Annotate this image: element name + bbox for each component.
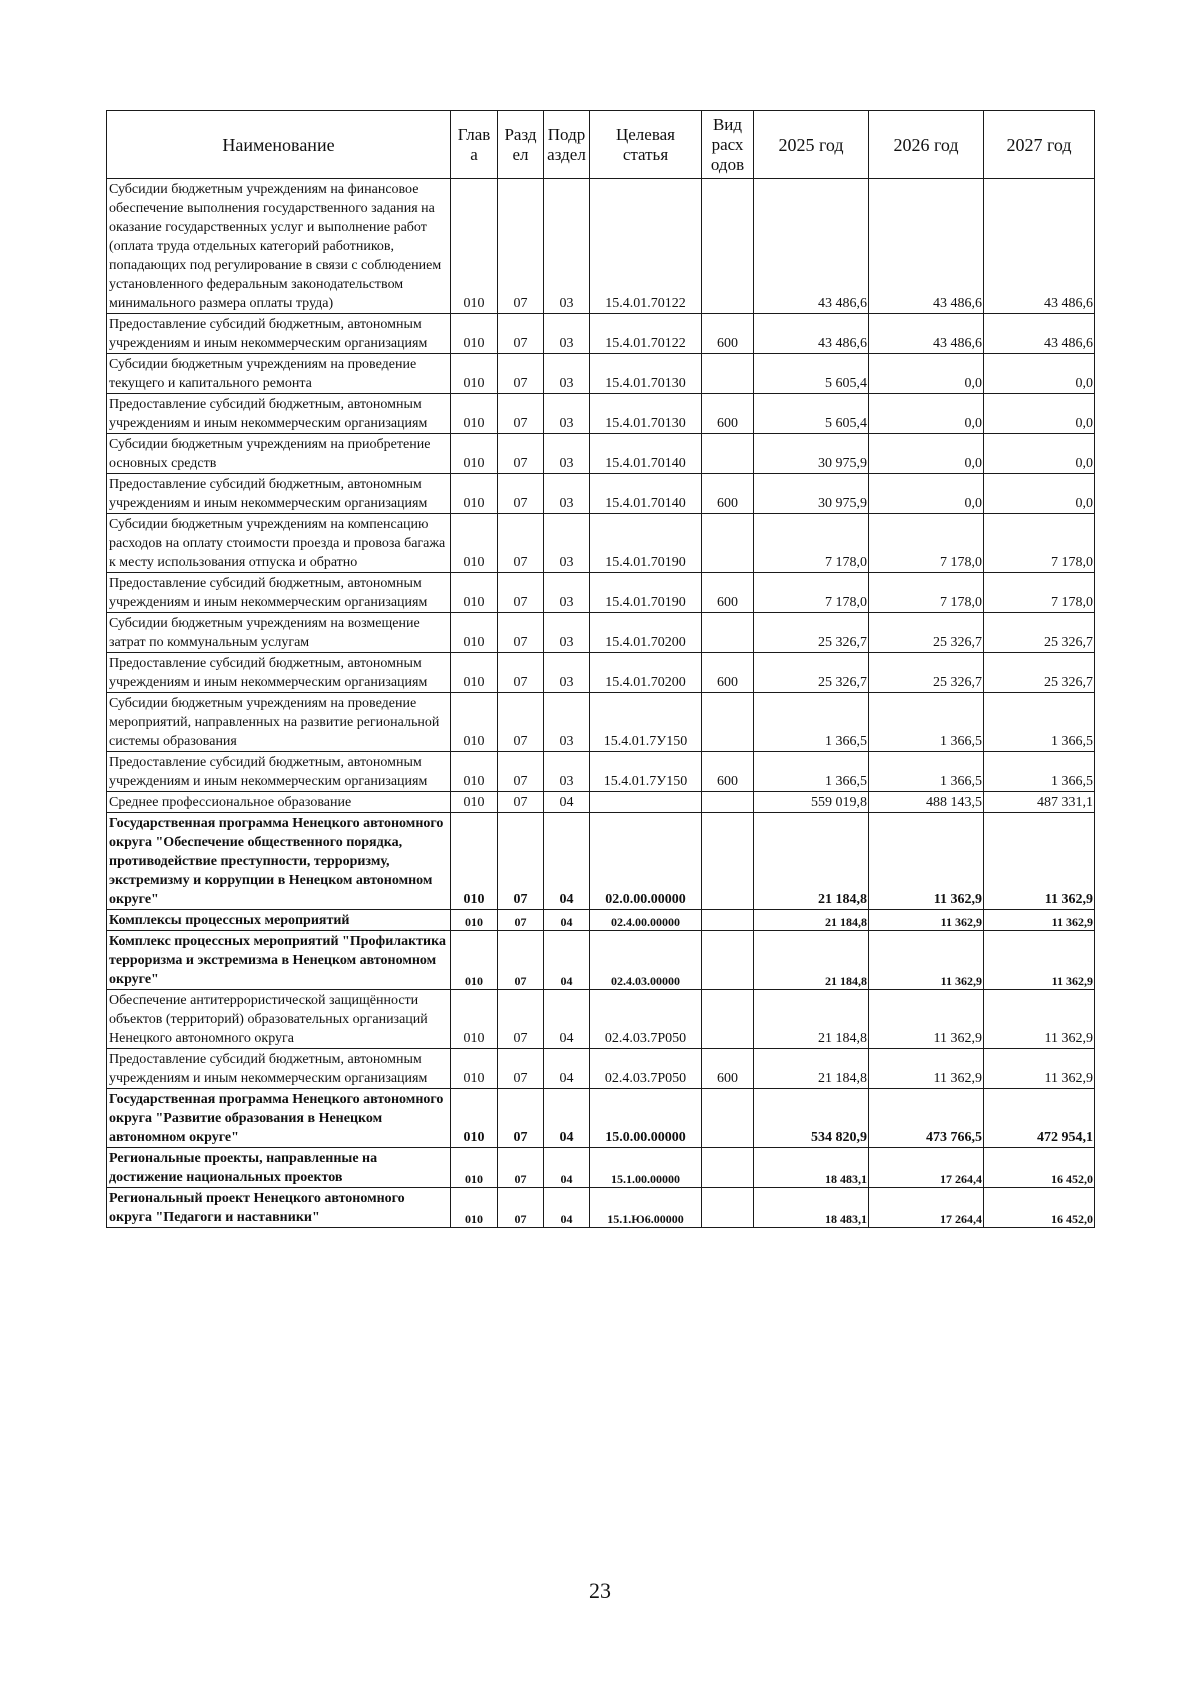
table-row bbox=[107, 931, 1095, 990]
cell-vid bbox=[702, 1148, 754, 1188]
cell-name: Предоставление субсидий бюджетным, автономным учреждениям и иным некоммерческим организациям bbox=[107, 752, 451, 792]
cell-name: Предоставление субсидий бюджетным, автономным учреждениям и иным некоммерческим организациям bbox=[107, 1049, 451, 1089]
cell-razdel: 07 bbox=[498, 752, 544, 792]
cell-vid: 600 bbox=[702, 573, 754, 613]
table-row bbox=[107, 573, 1095, 613]
cell-vid bbox=[702, 179, 754, 314]
cell-podrazdel: 04 bbox=[544, 1049, 590, 1089]
table-row bbox=[107, 752, 1095, 792]
cell-glava: 010 bbox=[451, 1148, 498, 1188]
header-razdel: Разд ел bbox=[498, 111, 544, 179]
cell-y2025: 1 366,5 bbox=[754, 752, 869, 792]
header-podrazdel: Подр аздел bbox=[544, 111, 590, 179]
cell-podrazdel: 04 bbox=[544, 1188, 590, 1228]
cell-razdel: 07 bbox=[498, 613, 544, 653]
cell-glava: 010 bbox=[451, 792, 498, 813]
cell-y2027: 43 486,6 bbox=[984, 314, 1095, 354]
cell-y2026: 11 362,9 bbox=[869, 1049, 984, 1089]
cell-y2027: 0,0 bbox=[984, 474, 1095, 514]
cell-name: Государственная программа Ненецкого автономного округа "Развитие образования в Ненецком автономном округе" bbox=[107, 1089, 451, 1148]
cell-y2027: 11 362,9 bbox=[984, 813, 1095, 910]
cell-podrazdel: 03 bbox=[544, 474, 590, 514]
cell-y2026: 11 362,9 bbox=[869, 813, 984, 910]
cell-y2027: 11 362,9 bbox=[984, 990, 1095, 1049]
cell-glava: 010 bbox=[451, 752, 498, 792]
cell-name: Предоставление субсидий бюджетным, автономным учреждениям и иным некоммерческим организациям bbox=[107, 653, 451, 693]
cell-y2026: 11 362,9 bbox=[869, 910, 984, 931]
cell-name: Субсидии бюджетным учреждениям на приобретение основных средств bbox=[107, 434, 451, 474]
table-row bbox=[107, 1148, 1095, 1188]
cell-vid bbox=[702, 813, 754, 910]
table-row bbox=[107, 514, 1095, 573]
cell-celevaya: 02.4.03.7Р050 bbox=[590, 990, 702, 1049]
cell-name: Комплексы процессных мероприятий bbox=[107, 910, 451, 931]
cell-y2027: 487 331,1 bbox=[984, 792, 1095, 813]
cell-name: Предоставление субсидий бюджетным, автономным учреждениям и иным некоммерческим организациям bbox=[107, 314, 451, 354]
cell-y2025: 25 326,7 bbox=[754, 653, 869, 693]
cell-vid: 600 bbox=[702, 474, 754, 514]
cell-celevaya: 15.4.01.70130 bbox=[590, 394, 702, 434]
cell-razdel: 07 bbox=[498, 653, 544, 693]
header-name: Наименование bbox=[107, 111, 451, 179]
cell-celevaya: 15.4.01.70200 bbox=[590, 653, 702, 693]
cell-razdel: 07 bbox=[498, 1148, 544, 1188]
cell-y2027: 16 452,0 bbox=[984, 1188, 1095, 1228]
cell-podrazdel: 03 bbox=[544, 752, 590, 792]
cell-celevaya: 02.4.03.00000 bbox=[590, 931, 702, 990]
cell-y2026: 17 264,4 bbox=[869, 1148, 984, 1188]
cell-y2027: 0,0 bbox=[984, 434, 1095, 474]
cell-celevaya: 15.0.00.00000 bbox=[590, 1089, 702, 1148]
table-row bbox=[107, 1089, 1095, 1148]
cell-glava: 010 bbox=[451, 394, 498, 434]
cell-y2026: 488 143,5 bbox=[869, 792, 984, 813]
table-row bbox=[107, 1188, 1095, 1228]
table-body bbox=[107, 179, 1095, 1228]
cell-podrazdel: 03 bbox=[544, 314, 590, 354]
table-row bbox=[107, 314, 1095, 354]
cell-glava: 010 bbox=[451, 931, 498, 990]
cell-celevaya: 02.4.03.7Р050 bbox=[590, 1049, 702, 1089]
cell-vid: 600 bbox=[702, 394, 754, 434]
table-row bbox=[107, 693, 1095, 752]
cell-podrazdel: 03 bbox=[544, 653, 590, 693]
cell-vid bbox=[702, 514, 754, 573]
cell-y2026: 17 264,4 bbox=[869, 1188, 984, 1228]
cell-vid: 600 bbox=[702, 653, 754, 693]
cell-name: Региональные проекты, направленные на достижение национальных проектов bbox=[107, 1148, 451, 1188]
cell-razdel: 07 bbox=[498, 354, 544, 394]
cell-y2025: 559 019,8 bbox=[754, 792, 869, 813]
cell-y2026: 1 366,5 bbox=[869, 752, 984, 792]
table-row bbox=[107, 434, 1095, 474]
cell-vid bbox=[702, 354, 754, 394]
cell-celevaya: 02.4.00.00000 bbox=[590, 910, 702, 931]
table-row bbox=[107, 394, 1095, 434]
table-row bbox=[107, 1049, 1095, 1089]
cell-vid bbox=[702, 613, 754, 653]
cell-razdel: 07 bbox=[498, 474, 544, 514]
cell-podrazdel: 03 bbox=[544, 573, 590, 613]
cell-celevaya: 15.4.01.70122 bbox=[590, 314, 702, 354]
cell-celevaya: 15.1.Ю6.00000 bbox=[590, 1188, 702, 1228]
cell-y2026: 0,0 bbox=[869, 394, 984, 434]
cell-podrazdel: 03 bbox=[544, 693, 590, 752]
cell-y2027: 472 954,1 bbox=[984, 1089, 1095, 1148]
cell-podrazdel: 03 bbox=[544, 514, 590, 573]
cell-y2025: 30 975,9 bbox=[754, 434, 869, 474]
cell-glava: 010 bbox=[451, 314, 498, 354]
cell-y2027: 25 326,7 bbox=[984, 613, 1095, 653]
cell-vid bbox=[702, 792, 754, 813]
cell-y2027: 11 362,9 bbox=[984, 1049, 1095, 1089]
cell-name: Субсидии бюджетным учреждениям на проведение текущего и капитального ремонта bbox=[107, 354, 451, 394]
table-row bbox=[107, 474, 1095, 514]
cell-vid bbox=[702, 434, 754, 474]
cell-y2026: 0,0 bbox=[869, 434, 984, 474]
cell-name: Предоставление субсидий бюджетным, автономным учреждениям и иным некоммерческим организациям bbox=[107, 474, 451, 514]
cell-y2026: 7 178,0 bbox=[869, 514, 984, 573]
cell-vid bbox=[702, 990, 754, 1049]
cell-razdel: 07 bbox=[498, 1049, 544, 1089]
table-row bbox=[107, 910, 1095, 931]
table-row bbox=[107, 653, 1095, 693]
cell-podrazdel: 04 bbox=[544, 910, 590, 931]
cell-podrazdel: 04 bbox=[544, 931, 590, 990]
cell-glava: 010 bbox=[451, 573, 498, 613]
cell-celevaya: 15.4.01.70140 bbox=[590, 434, 702, 474]
table-row bbox=[107, 613, 1095, 653]
cell-vid bbox=[702, 931, 754, 990]
header-vid: Вид расх одов bbox=[702, 111, 754, 179]
cell-y2025: 43 486,6 bbox=[754, 179, 869, 314]
cell-y2027: 11 362,9 bbox=[984, 910, 1095, 931]
header-glava: Глав а bbox=[451, 111, 498, 179]
cell-y2025: 30 975,9 bbox=[754, 474, 869, 514]
cell-y2025: 7 178,0 bbox=[754, 573, 869, 613]
page-number: 23 bbox=[589, 1578, 611, 1603]
cell-glava: 010 bbox=[451, 474, 498, 514]
cell-vid: 600 bbox=[702, 752, 754, 792]
budget-table bbox=[106, 110, 1095, 1228]
cell-celevaya: 15.4.01.70190 bbox=[590, 573, 702, 613]
cell-vid bbox=[702, 1089, 754, 1148]
cell-y2025: 21 184,8 bbox=[754, 990, 869, 1049]
cell-razdel: 07 bbox=[498, 514, 544, 573]
cell-vid bbox=[702, 693, 754, 752]
cell-glava: 010 bbox=[451, 514, 498, 573]
cell-vid bbox=[702, 1188, 754, 1228]
cell-y2025: 21 184,8 bbox=[754, 910, 869, 931]
cell-celevaya: 15.4.01.7У150 bbox=[590, 693, 702, 752]
cell-razdel: 07 bbox=[498, 394, 544, 434]
cell-glava: 010 bbox=[451, 179, 498, 314]
cell-y2025: 21 184,8 bbox=[754, 931, 869, 990]
cell-celevaya: 15.4.01.7У150 bbox=[590, 752, 702, 792]
cell-podrazdel: 03 bbox=[544, 613, 590, 653]
cell-podrazdel: 04 bbox=[544, 813, 590, 910]
header-2026: 2026 год bbox=[869, 111, 984, 179]
cell-glava: 010 bbox=[451, 1188, 498, 1228]
cell-glava: 010 bbox=[451, 990, 498, 1049]
cell-razdel: 07 bbox=[498, 693, 544, 752]
cell-podrazdel: 03 bbox=[544, 179, 590, 314]
cell-name: Обеспечение антитеррористической защищённости объектов (территорий) образовательных организаций Ненецкого автономного округа bbox=[107, 990, 451, 1049]
cell-y2027: 11 362,9 bbox=[984, 931, 1095, 990]
cell-y2026: 11 362,9 bbox=[869, 990, 984, 1049]
cell-y2025: 21 184,8 bbox=[754, 1049, 869, 1089]
cell-name: Субсидии бюджетным учреждениям на возмещение затрат по коммунальным услугам bbox=[107, 613, 451, 653]
table-row bbox=[107, 354, 1095, 394]
cell-podrazdel: 03 bbox=[544, 394, 590, 434]
cell-glava: 010 bbox=[451, 653, 498, 693]
cell-y2026: 7 178,0 bbox=[869, 573, 984, 613]
cell-podrazdel: 04 bbox=[544, 792, 590, 813]
table-row bbox=[107, 792, 1095, 813]
cell-y2026: 25 326,7 bbox=[869, 613, 984, 653]
cell-podrazdel: 03 bbox=[544, 434, 590, 474]
cell-podrazdel: 04 bbox=[544, 1148, 590, 1188]
cell-y2025: 5 605,4 bbox=[754, 394, 869, 434]
cell-y2026: 11 362,9 bbox=[869, 931, 984, 990]
table-row bbox=[107, 990, 1095, 1049]
cell-y2027: 7 178,0 bbox=[984, 514, 1095, 573]
cell-glava: 010 bbox=[451, 813, 498, 910]
cell-y2026: 25 326,7 bbox=[869, 653, 984, 693]
cell-name: Субсидии бюджетным учреждениям на компенсацию расходов на оплату стоимости проезда и провоза багажа к месту использования отпуска и обратно bbox=[107, 514, 451, 573]
cell-y2026: 0,0 bbox=[869, 354, 984, 394]
cell-glava: 010 bbox=[451, 1089, 498, 1148]
cell-y2027: 43 486,6 bbox=[984, 179, 1095, 314]
header-celevaya: Целевая статья bbox=[590, 111, 702, 179]
cell-celevaya bbox=[590, 792, 702, 813]
cell-y2027: 7 178,0 bbox=[984, 573, 1095, 613]
cell-y2027: 0,0 bbox=[984, 394, 1095, 434]
cell-celevaya: 02.0.00.00000 bbox=[590, 813, 702, 910]
cell-y2025: 18 483,1 bbox=[754, 1148, 869, 1188]
cell-y2027: 1 366,5 bbox=[984, 752, 1095, 792]
cell-razdel: 07 bbox=[498, 434, 544, 474]
cell-celevaya: 15.4.01.70122 bbox=[590, 179, 702, 314]
cell-y2025: 18 483,1 bbox=[754, 1188, 869, 1228]
header-2027: 2027 год bbox=[984, 111, 1095, 179]
cell-y2025: 5 605,4 bbox=[754, 354, 869, 394]
cell-razdel: 07 bbox=[498, 990, 544, 1049]
cell-name: Предоставление субсидий бюджетным, автономным учреждениям и иным некоммерческим организациям bbox=[107, 573, 451, 613]
cell-name: Комплекс процессных мероприятий "Профилактика терроризма и экстремизма в Ненецком автономном округе" bbox=[107, 931, 451, 990]
cell-razdel: 07 bbox=[498, 573, 544, 613]
cell-glava: 010 bbox=[451, 613, 498, 653]
cell-y2027: 25 326,7 bbox=[984, 653, 1095, 693]
cell-razdel: 07 bbox=[498, 931, 544, 990]
cell-y2025: 43 486,6 bbox=[754, 314, 869, 354]
table-row bbox=[107, 179, 1095, 314]
cell-y2027: 16 452,0 bbox=[984, 1148, 1095, 1188]
table-header-row bbox=[107, 111, 1095, 179]
cell-vid: 600 bbox=[702, 314, 754, 354]
cell-vid bbox=[702, 910, 754, 931]
cell-name: Государственная программа Ненецкого автономного округа "Обеспечение общественного порядка, противодействие преступности, терроризму, экстремизму и коррупции в Ненецком автономном округе" bbox=[107, 813, 451, 910]
cell-name: Среднее профессиональное образование bbox=[107, 792, 451, 813]
cell-y2025: 25 326,7 bbox=[754, 613, 869, 653]
cell-y2026: 43 486,6 bbox=[869, 179, 984, 314]
cell-name: Субсидии бюджетным учреждениям на финансовое обеспечение выполнения государственного задания на оказание государственных услуг и выполнение работ (оплата труда отдельных категорий работников, попадающих под регулирование в связи с соблюдением установленного федеральным законодательством минимального размера оплаты труда) bbox=[107, 179, 451, 314]
cell-razdel: 07 bbox=[498, 1089, 544, 1148]
cell-razdel: 07 bbox=[498, 792, 544, 813]
cell-podrazdel: 04 bbox=[544, 1089, 590, 1148]
cell-y2026: 1 366,5 bbox=[869, 693, 984, 752]
cell-name: Предоставление субсидий бюджетным, автономным учреждениям и иным некоммерческим организациям bbox=[107, 394, 451, 434]
header-2025: 2025 год bbox=[754, 111, 869, 179]
cell-celevaya: 15.4.01.70130 bbox=[590, 354, 702, 394]
cell-y2025: 21 184,8 bbox=[754, 813, 869, 910]
cell-podrazdel: 04 bbox=[544, 990, 590, 1049]
cell-vid: 600 bbox=[702, 1049, 754, 1089]
cell-celevaya: 15.1.00.00000 bbox=[590, 1148, 702, 1188]
budget-sheet bbox=[106, 110, 1094, 1228]
cell-y2027: 0,0 bbox=[984, 354, 1095, 394]
cell-y2025: 1 366,5 bbox=[754, 693, 869, 752]
table-row bbox=[107, 813, 1095, 910]
cell-y2027: 1 366,5 bbox=[984, 693, 1095, 752]
cell-glava: 010 bbox=[451, 354, 498, 394]
cell-name: Субсидии бюджетным учреждениям на проведение мероприятий, направленных на развитие региональной системы образования bbox=[107, 693, 451, 752]
cell-celevaya: 15.4.01.70200 bbox=[590, 613, 702, 653]
cell-glava: 010 bbox=[451, 1049, 498, 1089]
cell-razdel: 07 bbox=[498, 179, 544, 314]
cell-celevaya: 15.4.01.70140 bbox=[590, 474, 702, 514]
cell-y2025: 534 820,9 bbox=[754, 1089, 869, 1148]
cell-glava: 010 bbox=[451, 693, 498, 752]
cell-razdel: 07 bbox=[498, 1188, 544, 1228]
cell-razdel: 07 bbox=[498, 314, 544, 354]
cell-y2026: 0,0 bbox=[869, 474, 984, 514]
cell-y2026: 473 766,5 bbox=[869, 1089, 984, 1148]
cell-podrazdel: 03 bbox=[544, 354, 590, 394]
cell-glava: 010 bbox=[451, 434, 498, 474]
cell-glava: 010 bbox=[451, 910, 498, 931]
cell-razdel: 07 bbox=[498, 813, 544, 910]
cell-y2026: 43 486,6 bbox=[869, 314, 984, 354]
cell-y2025: 7 178,0 bbox=[754, 514, 869, 573]
cell-name: Региональный проект Ненецкого автономного округа "Педагоги и наставники" bbox=[107, 1188, 451, 1228]
cell-celevaya: 15.4.01.70190 bbox=[590, 514, 702, 573]
cell-razdel: 07 bbox=[498, 910, 544, 931]
